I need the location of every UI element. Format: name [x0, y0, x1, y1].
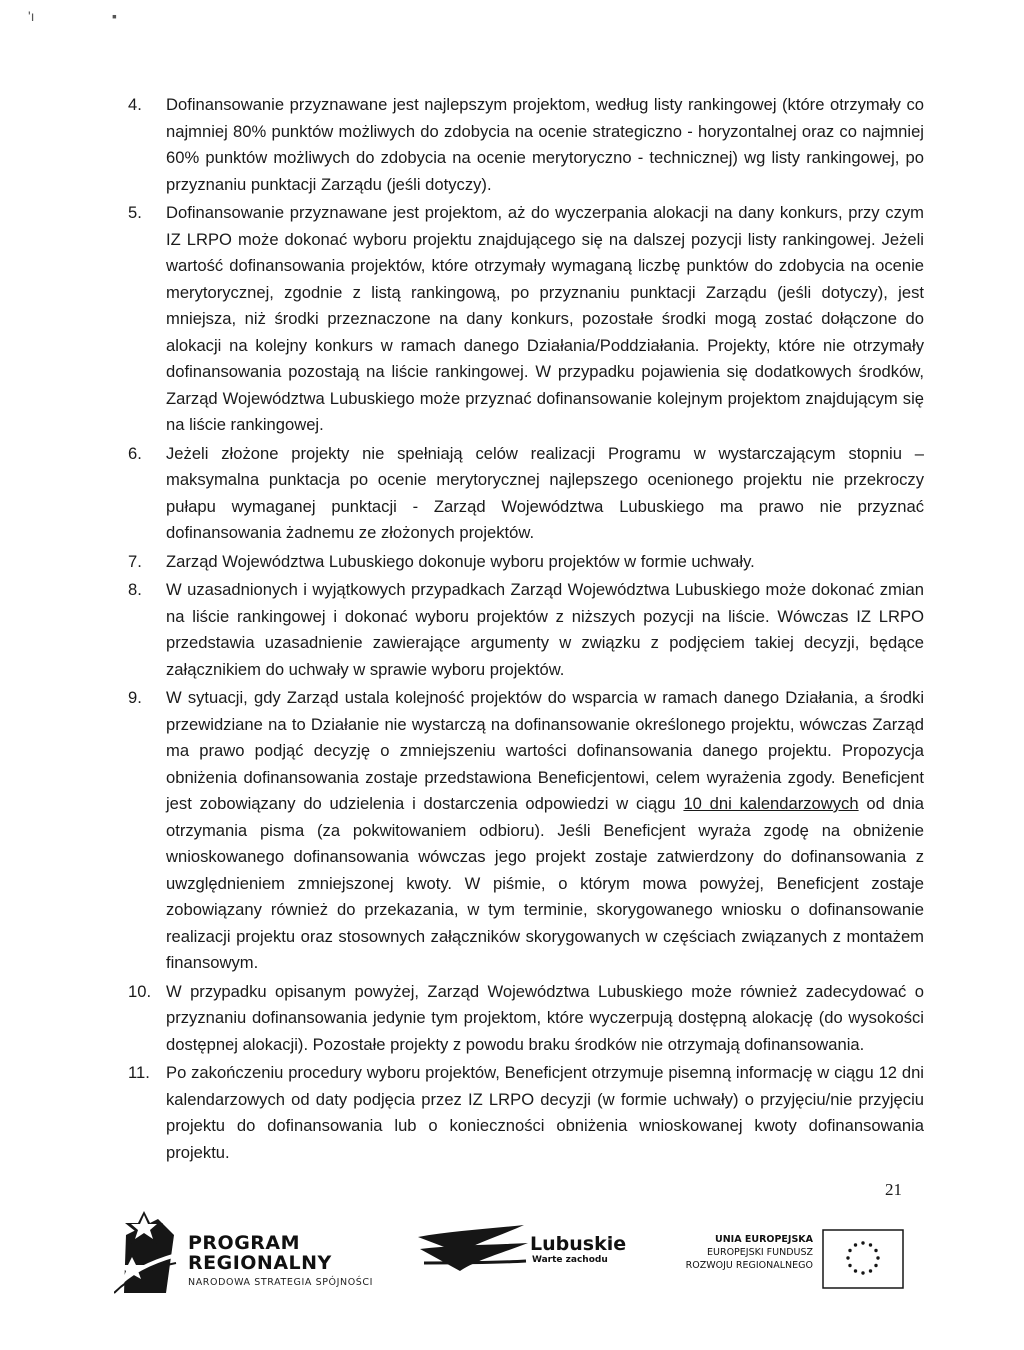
program-regionalny-emblem-icon	[114, 1205, 180, 1297]
item-number: 5.	[128, 203, 142, 222]
item-text-before: W sytuacji, gdy Zarząd ustala kolejność projektów do wsparcia w ramach danego Działania, a środki przewidziane na to Działanie nie wystarczą na dofinansowanie określonego projektu, wówczas Zarząd ma prawo podjąć decyzję o zmniejszeniu wartości dofinansowania danego projektu. Propozycja obniżenia dofinansowania zostaje przedstawiona Beneficjentowi, celem wyrażenia zgody. Beneficjent jest zobowiązany do udzielenia i dostarczenia odpowiedzi w ciągu	[166, 688, 924, 813]
item-number: 8.	[128, 580, 142, 599]
program-regionalny-logo	[188, 1233, 373, 1288]
program-title: REGIONALNY	[188, 1252, 332, 1274]
numbered-list	[128, 92, 924, 1168]
item-number: 4.	[128, 95, 142, 114]
eu-logo-text	[655, 1233, 813, 1272]
list-item	[128, 549, 924, 576]
list-item	[128, 1060, 924, 1166]
lubuskie-name: Lubuskie	[530, 1233, 627, 1255]
lubuskie-swoosh-icon	[416, 1223, 530, 1279]
item-number: 9.	[128, 688, 142, 707]
item-number: 6.	[128, 443, 142, 463]
program-subtitle: NARODOWA STRATEGIA SPÓJNOŚCI	[188, 1277, 374, 1288]
page-number: 21	[885, 1180, 902, 1199]
eu-fund-line: EUROPEJSKI FUNDUSZ	[707, 1247, 813, 1258]
eu-flag-icon	[822, 1229, 904, 1289]
eu-title: UNIA EUROPEJSKA	[715, 1234, 813, 1245]
scan-mark: 'ı	[28, 8, 35, 24]
item-number: 7.	[128, 551, 142, 571]
program-title: PROGRAM	[188, 1232, 301, 1254]
list-item	[128, 979, 924, 1059]
footer-logos	[0, 1205, 1024, 1315]
item-number: 11.	[128, 1063, 150, 1082]
lubuskie-logo	[530, 1233, 626, 1265]
item-text: Dofinansowanie przyznawane jest projektom, aż do wyczerpania alokacji na dany konkurs, przy czym IZ LRPO może dokonać wyboru projektu znajdującego się na dalszej pozycji listy rankingowej. Jeżeli wartość dofinansowania projektów, które otrzymały wymaganą liczbę punktów do zdobycia na ocenie merytorycznej, zgodnie z listą rankingową, po przyznaniu punktacji Zarządu (jeśli dotyczy), jest mniejsza, niż środki przeznaczone na dany konkurs, pozostałe środki mogą zostać dołączone do alokacji na kolejny konkurs w ramach danego Działania/Poddziałania. Projekty, które nie otrzymały dofinansowania pozostają na liście rankingowej. W przypadku pojawienia się dodatkowych środków, Zarząd Województwa Lubuskiego może przyznać dofinansowanie kolejnym projektom znajdującym się na liście rankingowej.	[166, 203, 924, 434]
item-text: Po zakończeniu procedury wyboru projektów, Beneficjent otrzymuje pisemną informację w ciągu 12 dni kalendarzowych od daty podjęcia przez IZ LRPO decyzji (w formie uchwały) o przyjęciu/nie przyjęciu projektu do dofinansowania lub o konieczności obniżenia wnioskowanej kwoty dofinansowania projektu.	[166, 1063, 924, 1162]
lubuskie-slogan: Warte zachodu	[532, 1255, 608, 1265]
item-text: Jeżeli złożone projekty nie spełniają celów realizacji Programu w wystarczającym stopniu – maksymalna punktacja po ocenie merytorycznej najlepszego ocenionego projektu nie przekroczy pułapu wymaganej punktacji - Zarząd Województwa Lubuskiego ma prawo nie przyznać dofinansowania żadnemu ze złożonych projektów.	[166, 443, 924, 542]
list-item	[128, 200, 924, 439]
item-text: Zarząd Województwa Lubuskiego dokonuje wyboru projektów w formie uchwały.	[166, 551, 755, 571]
list-item	[128, 441, 924, 547]
item-number: 10.	[128, 981, 152, 1001]
item-text-after: od dnia otrzymania pisma (za pokwitowaniem odbioru). Jeśli Beneficjent wyraża zgodę na obniżenie wnioskowanego dofinansowania wówczas jego projekt zostaje zatwierdzony do dofinansowania z uwzględnieniem zmniejszonej kwoty. W piśmie, o którym mowa powyżej, Beneficjent zostaje zobowiązany również do przekazania, w tym terminie, skorygowanego wniosku o dofinansowanie realizacji projektu oraz stosownych załączników skorygowanych w częściach związanych z montażem finansowym.	[166, 794, 924, 972]
item-text: W przypadku opisanym powyżej, Zarząd Województwa Lubuskiego może również zadecydować o przyznaniu dofinansowania jedynie tym projektom, które wyczerpują dostępną alokację (do wysokości dostępnej alokacji). Pozostałe projekty z powodu braku środków nie otrzymają dofinansowania.	[166, 981, 924, 1054]
eu-fund-line: ROZWOJU REGIONALNEGO	[685, 1260, 813, 1271]
item-text: Dofinansowanie przyznawane jest najlepszym projektom, według listy rankingowej (które otrzymały co najmniej 80% punktów możliwych do zdobycia na ocenie strategiczno - horyzontalnej oraz co najmniej 60% punktów możliwych do zdobycia na ocenie merytoryczno - technicznej) wg listy rankingowej, po przyznaniu punktacji Zarządu (jeśli dotyczy).	[166, 95, 924, 194]
scan-mark: ▪	[112, 8, 117, 24]
item-text: W uzasadnionych i wyjątkowych przypadkach Zarząd Województwa Lubuskiego może dokonać zmian na liście rankingowej i dokonać wyboru projektów z niższych pozycji na liście. Wówczas IZ LRPO przedstawia uzasadnienie zawierające argumenty w związku z podjęciem takiej decyzji, będące załącznikiem do uchwały w sprawie wyboru projektów.	[166, 580, 924, 679]
list-item	[128, 577, 924, 683]
list-item	[128, 92, 924, 198]
list-item	[128, 685, 924, 977]
underlined-deadline: 10 dni kalendarzowych	[683, 794, 859, 813]
